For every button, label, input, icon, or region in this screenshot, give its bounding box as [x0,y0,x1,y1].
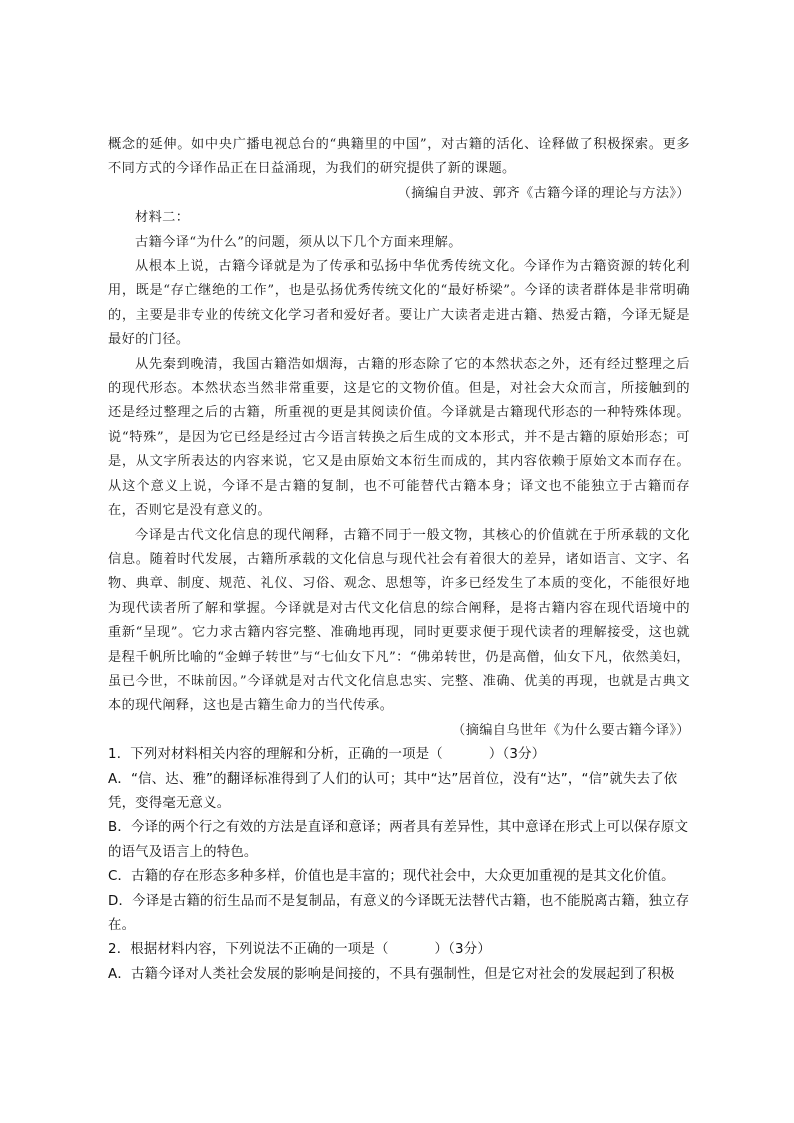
question-1-option-b: B．今译的两个行之有效的方法是直译和意译；两者具有差异性，其中意译在形式上可以保存原文的语气及语言上的特色。 [108,820,689,860]
material-two-paragraph-3: 从先秦到晚清，我国古籍浩如烟海，古籍的形态除了它的本然状态之外，还有经过整理之后的现代形态。本然状态当然非常重要，这是它的文物价值。但是，对社会大众而言，所接触到的还是经过整理之后的古籍，所重视的更是其阅读价值。今译就是古籍现代形态的一种特殊体现。说“特殊”，是因为它已经是经过古今语言转换之后生成的文本形式，并不是古籍的原始形态；可是，从文字所表达的内容来说，它又是由原始文本衍生而成的，其内容依赖于原始文本而存在。从这个意义上说，今译不是古籍的复制，也不可能替代古籍本身；译文也不能独立于古籍而存在，否则它是没有意义的。 [108,356,690,519]
material-two-paragraph-2: 从根本上说，古籍今译就是为了传承和弘扬中华优秀传统文化。今译作为古籍资源的转化利用，既是“存亡继绝的工作”，也是弘扬优秀传统文化的“最好桥梁”。今译的读者群体是非常明确的，主要是非专业的传统文化学习者和爱好者。要让广大读者走进古籍、热爱古籍，今译无疑是最好的门径。 [108,259,690,348]
question-2-stem [108,938,690,962]
material-two-source: （摘编自乌世年《为什么要古籍今译》） [452,722,690,738]
exam-page [108,133,690,987]
question-1-option-c: C．古籍的存在形态多种多样，价值也是丰富的；现代社会中，大众更加重视的是其文化价值。 [108,869,675,885]
material-two-label: 材料二： [135,210,190,226]
material-one-source: （摘编自尹波、郭齐《古籍今译的理论与方法》） [397,185,690,201]
question-2-option-a: A．古籍今译对人类社会发展的影响是间接的，不具有强制性，但是它对社会的发展起到了积极 [108,966,675,982]
passage-continued-paragraph: 概念的延伸。如中央广播电视总台的“典籍里的中国”，对古籍的活化、诠释做了积极探索。更多不同方式的今译作品正在日益涌现，为我们的研究提供了新的课题。 [108,137,690,177]
material-two-paragraph-4: 今译是古代文化信息的现代阐释，古籍不同于一般文物，其核心的价值就在于所承载的文化信息。随着时代发展，古籍所承载的文化信息与现代社会有着很大的差异，诸如语言、文字、名物、典章、制度、规范、礼仪、习俗、观念、思想等，许多已经发生了本质的变化，不能很好地为现代读者所了解和掌握。今译就是对古代文化信息的综合阐释，是将古籍内容在现代语境中的重新“呈现”。它力求古籍内容完整、准确地再现，同时更要求便于现代读者的理解接受，这也就是程千帆所比喻的“金蝉子转世”与“七仙女下凡”：“佛弟转世，仍是高僧，仙女下凡，依然美妇，虽已今世，不昧前因。”今译就是对古代文化信息忠实、完整、准确、优美的再现，也就是古典文本的现代阐释，这也是古籍生命力的当代传承。 [108,527,690,714]
question-1-score: ）（3分） [488,747,546,763]
question-1-stem-text: 1．下列对材料相关内容的理解和分析，正确的一项是（ [108,747,443,763]
question-2-score: ）（3分） [434,942,491,958]
question-1-stem [108,743,690,767]
question-2-stem-text: 2．根据材料内容，下列说法不正确的一项是（ [108,942,389,958]
question-1-option-d: D．今译是古籍的衍生品而不是复制品，有意义的今译既无法替代古籍，也不能脱离古籍，独立存在。 [108,893,690,933]
material-two-paragraph-1: 古籍今译“为什么”的问题，须从以下几个方面来理解。 [135,234,462,250]
question-1-option-a: A．“信、达、雅”的翻译标准得到了人们的认可；其中“达”居首位，没有“达”，“信”就失去了依凭，变得毫无意义。 [108,771,678,811]
